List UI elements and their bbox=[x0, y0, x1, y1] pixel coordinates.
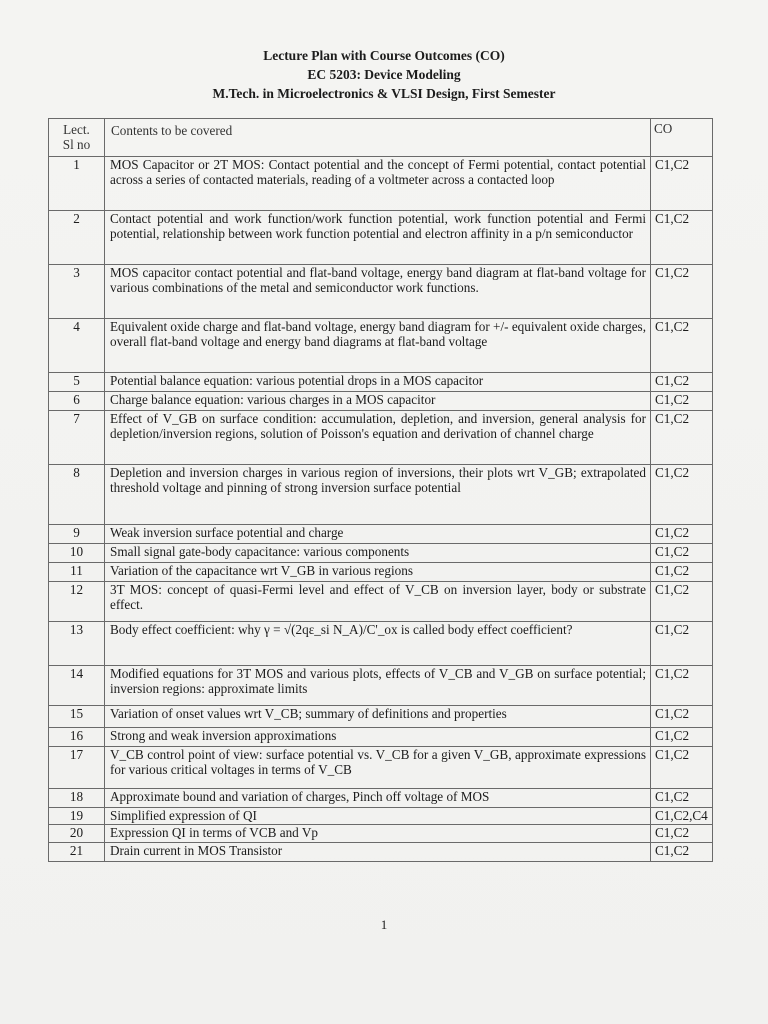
column-header-co: CO bbox=[651, 119, 713, 157]
course-outcome-cell: C1,C2 bbox=[651, 666, 713, 706]
column-header-lecture-no bbox=[49, 119, 105, 157]
lecture-number-cell: 4 bbox=[49, 319, 105, 373]
course-outcome-cell: C1,C2 bbox=[651, 706, 713, 728]
lecture-number-cell: 10 bbox=[49, 544, 105, 563]
course-outcome-cell: C1,C2 bbox=[651, 157, 713, 211]
table-row bbox=[49, 622, 713, 666]
lecture-number-cell: 16 bbox=[49, 728, 105, 747]
lecture-content-cell: Contact potential and work function/work function potential, work function potential and Fermi potential, relationship between work function potential and electron affinity in a p/n semiconductor bbox=[105, 211, 651, 265]
lecture-number-cell: 15 bbox=[49, 706, 105, 728]
header-course: EC 5203: Device Modeling bbox=[307, 67, 461, 82]
page-number: 1 bbox=[380, 917, 388, 932]
header-program: M.Tech. in Microelectronics & VLSI Design, First Semester bbox=[212, 86, 556, 101]
course-outcome-cell: C1,C2 bbox=[651, 582, 713, 622]
lecture-content-cell: V_CB control point of view: surface potential vs. V_CB for a given V_GB, approximate expressions for various critical voltages in terms of V_CB bbox=[105, 747, 651, 789]
lecture-content-cell: Expression QI in terms of VCB and Vp bbox=[105, 825, 651, 843]
lecture-content-cell: Variation of onset values wrt V_CB; summary of definitions and properties bbox=[105, 706, 651, 728]
lecture-number-cell: 19 bbox=[49, 808, 105, 825]
lecture-number-cell: 2 bbox=[49, 211, 105, 265]
table-row bbox=[49, 525, 713, 544]
lecture-content-cell: Potential balance equation: various potential drops in a MOS capacitor bbox=[105, 373, 651, 392]
table-row bbox=[49, 157, 713, 211]
lecture-number-cell: 3 bbox=[49, 265, 105, 319]
lecture-number-cell: 1 bbox=[49, 157, 105, 211]
lecture-content-cell: 3T MOS: concept of quasi-Fermi level and effect of V_CB on inversion layer, body or substrate effect. bbox=[105, 582, 651, 622]
table-row bbox=[49, 265, 713, 319]
course-outcome-cell: C1,C2 bbox=[651, 843, 713, 862]
document-header bbox=[0, 46, 768, 103]
lecture-number-cell: 5 bbox=[49, 373, 105, 392]
table-row bbox=[49, 544, 713, 563]
lecture-content-cell: Body effect coefficient: why γ = √(2qε_si N_A)/C'_ox is called body effect coefficient? bbox=[105, 622, 651, 666]
lecture-number-cell: 12 bbox=[49, 582, 105, 622]
lecture-number-cell: 18 bbox=[49, 789, 105, 808]
lecture-number-cell: 11 bbox=[49, 563, 105, 582]
course-outcome-cell: C1,C2 bbox=[651, 544, 713, 563]
table-row bbox=[49, 392, 713, 411]
lecture-number-cell: 6 bbox=[49, 392, 105, 411]
course-outcome-cell: C1,C2 bbox=[651, 465, 713, 525]
table-row bbox=[49, 582, 713, 622]
lecture-content-cell: Small signal gate-body capacitance: various components bbox=[105, 544, 651, 563]
table-row bbox=[49, 319, 713, 373]
lecture-content-cell: Depletion and inversion charges in various region of inversions, their plots wrt V_GB; extrapolated threshold voltage and pinning of strong inversion surface potential bbox=[105, 465, 651, 525]
lecture-content-cell: Equivalent oxide charge and flat-band voltage, energy band diagram for +/- equivalent oxide charges, overall flat-band voltage and energy band diagrams at flat-band voltage bbox=[105, 319, 651, 373]
course-outcome-cell: C1,C2 bbox=[651, 563, 713, 582]
table-row bbox=[49, 666, 713, 706]
table-row bbox=[49, 373, 713, 392]
course-outcome-cell: C1,C2 bbox=[651, 789, 713, 808]
lecture-number-cell: 21 bbox=[49, 843, 105, 862]
course-outcome-cell: C1,C2,C4 bbox=[651, 808, 713, 825]
lecture-content-cell: MOS Capacitor or 2T MOS: Contact potential and the concept of Fermi potential, contact potential across a series of contacted materials, reading of a voltmeter across a contacted loop bbox=[105, 157, 651, 211]
table-header-row bbox=[49, 119, 713, 157]
table-row bbox=[49, 706, 713, 728]
table-row bbox=[49, 825, 713, 843]
lecture-content-cell: Approximate bound and variation of charges, Pinch off voltage of MOS bbox=[105, 789, 651, 808]
lecture-content-cell: Charge balance equation: various charges in a MOS capacitor bbox=[105, 392, 651, 411]
course-outcome-cell: C1,C2 bbox=[651, 265, 713, 319]
course-outcome-cell: C1,C2 bbox=[651, 211, 713, 265]
course-outcome-cell: C1,C2 bbox=[651, 392, 713, 411]
course-outcome-cell: C1,C2 bbox=[651, 747, 713, 789]
table-body bbox=[49, 157, 713, 862]
column-header-lecture-no-line2: Sl no bbox=[62, 137, 91, 153]
lecture-number-cell: 17 bbox=[49, 747, 105, 789]
lecture-content-cell: Simplified expression of QI bbox=[105, 808, 651, 825]
lecture-content-cell: Drain current in MOS Transistor bbox=[105, 843, 651, 862]
lecture-number-cell: 13 bbox=[49, 622, 105, 666]
course-outcome-cell: C1,C2 bbox=[651, 373, 713, 392]
table-row bbox=[49, 789, 713, 808]
lecture-number-cell: 20 bbox=[49, 825, 105, 843]
table-row bbox=[49, 747, 713, 789]
course-outcome-cell: C1,C2 bbox=[651, 825, 713, 843]
table-row bbox=[49, 211, 713, 265]
lecture-plan-table bbox=[48, 118, 713, 862]
lecture-number-cell: 8 bbox=[49, 465, 105, 525]
course-outcome-cell: C1,C2 bbox=[651, 525, 713, 544]
header-title: Lecture Plan with Course Outcomes (CO) bbox=[263, 48, 505, 63]
lecture-content-cell: Effect of V_GB on surface condition: accumulation, depletion, and inversion, general analysis for depletion/inversion regions, solution of Poisson's equation and derivation of channel charge bbox=[105, 411, 651, 465]
table-row bbox=[49, 465, 713, 525]
lecture-content-cell: Weak inversion surface potential and charge bbox=[105, 525, 651, 544]
lecture-content-cell: Variation of the capacitance wrt V_GB in various regions bbox=[105, 563, 651, 582]
course-outcome-cell: C1,C2 bbox=[651, 622, 713, 666]
table-row bbox=[49, 411, 713, 465]
table-row bbox=[49, 728, 713, 747]
column-header-lecture-no-line1: Lect. bbox=[63, 122, 90, 137]
course-outcome-cell: C1,C2 bbox=[651, 728, 713, 747]
course-outcome-cell: C1,C2 bbox=[651, 319, 713, 373]
lecture-number-cell: 14 bbox=[49, 666, 105, 706]
table-row bbox=[49, 808, 713, 825]
column-header-contents: Contents to be covered bbox=[105, 119, 651, 157]
lecture-number-cell: 9 bbox=[49, 525, 105, 544]
lecture-number-cell: 7 bbox=[49, 411, 105, 465]
table-row bbox=[49, 843, 713, 862]
table-row bbox=[49, 563, 713, 582]
lecture-content-cell: Modified equations for 3T MOS and various plots, effects of V_CB and V_GB on surface potential; inversion regions: approximate limits bbox=[105, 666, 651, 706]
lecture-content-cell: Strong and weak inversion approximations bbox=[105, 728, 651, 747]
lecture-content-cell: MOS capacitor contact potential and flat-band voltage, energy band diagram at flat-band voltage for various combinations of the metal and semiconductor work functions. bbox=[105, 265, 651, 319]
course-outcome-cell: C1,C2 bbox=[651, 411, 713, 465]
